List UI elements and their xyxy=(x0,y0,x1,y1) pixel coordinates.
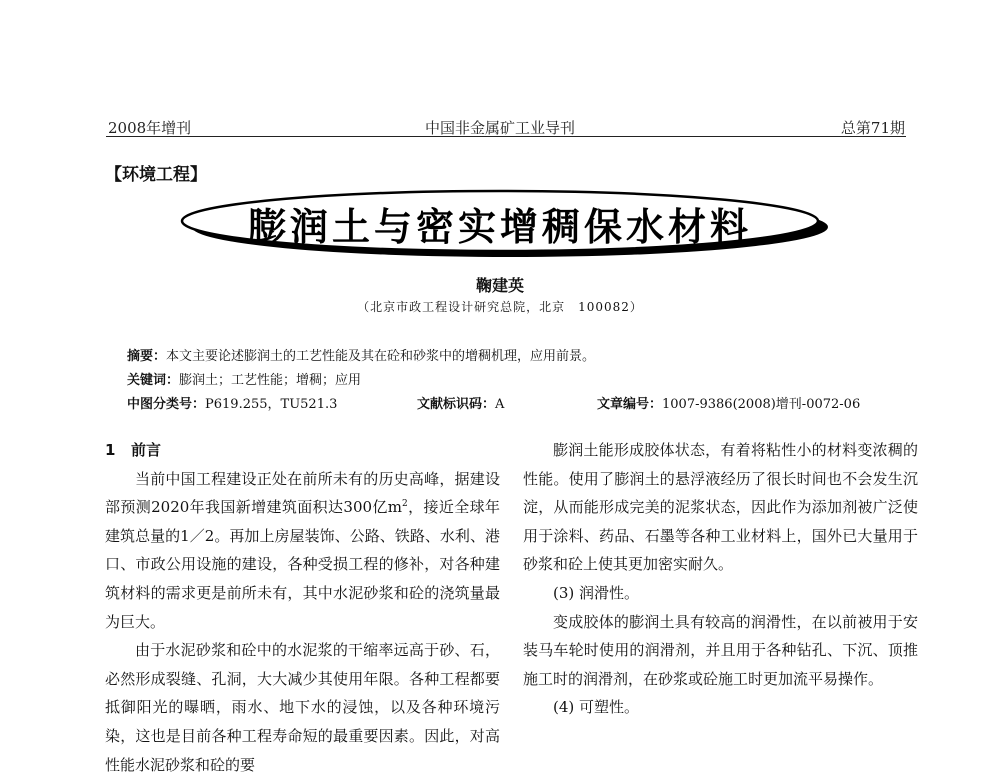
paragraph xyxy=(105,465,500,637)
keywords-label: 关键词： xyxy=(127,373,180,388)
class-number xyxy=(127,393,337,412)
section-title: 前言 xyxy=(131,441,162,459)
subheading-lubricity: (3) 润滑性。 xyxy=(553,583,640,602)
keywords xyxy=(127,369,361,388)
paragraph: 由于水泥砂浆和砼中的水泥浆的干缩率远高于砂、石，必然形成裂缝、孔洞，大大减少其使用年限。各种工程都要抵御阳光的曝晒，雨水、地下水的浸蚀，以及各种环境污染，这也是目前各种工程寿命短的最重要因素。因此，对高性能水泥砂浆和砼的要 xyxy=(105,641,500,774)
section-heading xyxy=(105,436,500,465)
document-code-value: A xyxy=(495,397,505,412)
article-number-value: 1007-9386(2008)增刊-0072-06 xyxy=(662,397,861,412)
author-name: 鞠建英 xyxy=(475,276,524,295)
section-number: 1 xyxy=(105,441,116,459)
class-number-value: P619.255，TU521.3 xyxy=(205,397,338,412)
running-header-journal: 中国非金属矿工业导刊 xyxy=(424,119,575,137)
header-rule xyxy=(106,136,906,137)
paragraph-text-a: 当前中国工程建设正处在前所未有的历史高峰，据建设部预测2020年我国新增建筑面积达300亿m xyxy=(105,469,500,517)
document-code xyxy=(417,393,504,412)
class-number-label: 中图分类号： xyxy=(127,397,206,412)
running-header-issue: 2008年增刊 xyxy=(108,119,192,137)
body-column-left xyxy=(105,436,500,779)
abstract-label: 摘要： xyxy=(127,349,167,364)
article-number xyxy=(597,393,860,412)
section-tag: 【环境工程】 xyxy=(105,165,207,185)
paragraph: 变成胶体的膨润土具有较高的润滑性，在以前被用于安装马车轮时使用的润滑剂，并且用于各种钻孔、下沉、顶推施工时的润滑剂，在砂浆或砼施工时更加流平易操作。 xyxy=(523,612,918,688)
paragraph: 膨润土能形成胶体状态，有着将粘性小的材料变浓稠的性能。使用了膨润土的悬浮液经历了很长时间也不会发生沉淀，从而能形成完美的泥浆状态，因此作为添加剂被广泛使用于涂料、药品、石墨等各种工业材料上，国外已大量用于砂浆和砼上使其更加密实耐久。 xyxy=(523,441,918,574)
body-column-right xyxy=(523,436,918,722)
subheading-plasticity: (4) 可塑性。 xyxy=(553,698,640,717)
running-header-volume: 总第71期 xyxy=(840,119,905,137)
abstract-text: 本文主要论述膨润土的工艺性能及其在砼和砂浆中的增稠机理，应用前景。 xyxy=(166,349,596,364)
document-code-label: 文献标识码： xyxy=(417,397,496,412)
author-affiliation: （北京市政工程设计研究总院，北京 100082） xyxy=(357,300,643,314)
abstract xyxy=(127,345,595,364)
article-number-label: 文章编号： xyxy=(597,397,663,412)
article-title: 膨润土与密实增稠保水材料 xyxy=(247,204,752,249)
paragraph-text-b: ，接近全球年建筑总量的1／2。再加上房屋装饰、公路、铁路、水利、港口、市政公用设施的建设，各种受损工程的修补，对各种建筑材料的需求更是前所未有，其中水泥砂浆和砼的浇筑量最为巨大。 xyxy=(105,498,500,631)
superscript: 2 xyxy=(402,499,408,510)
keywords-text: 膨润土；工艺性能；增稠；应用 xyxy=(179,373,362,388)
